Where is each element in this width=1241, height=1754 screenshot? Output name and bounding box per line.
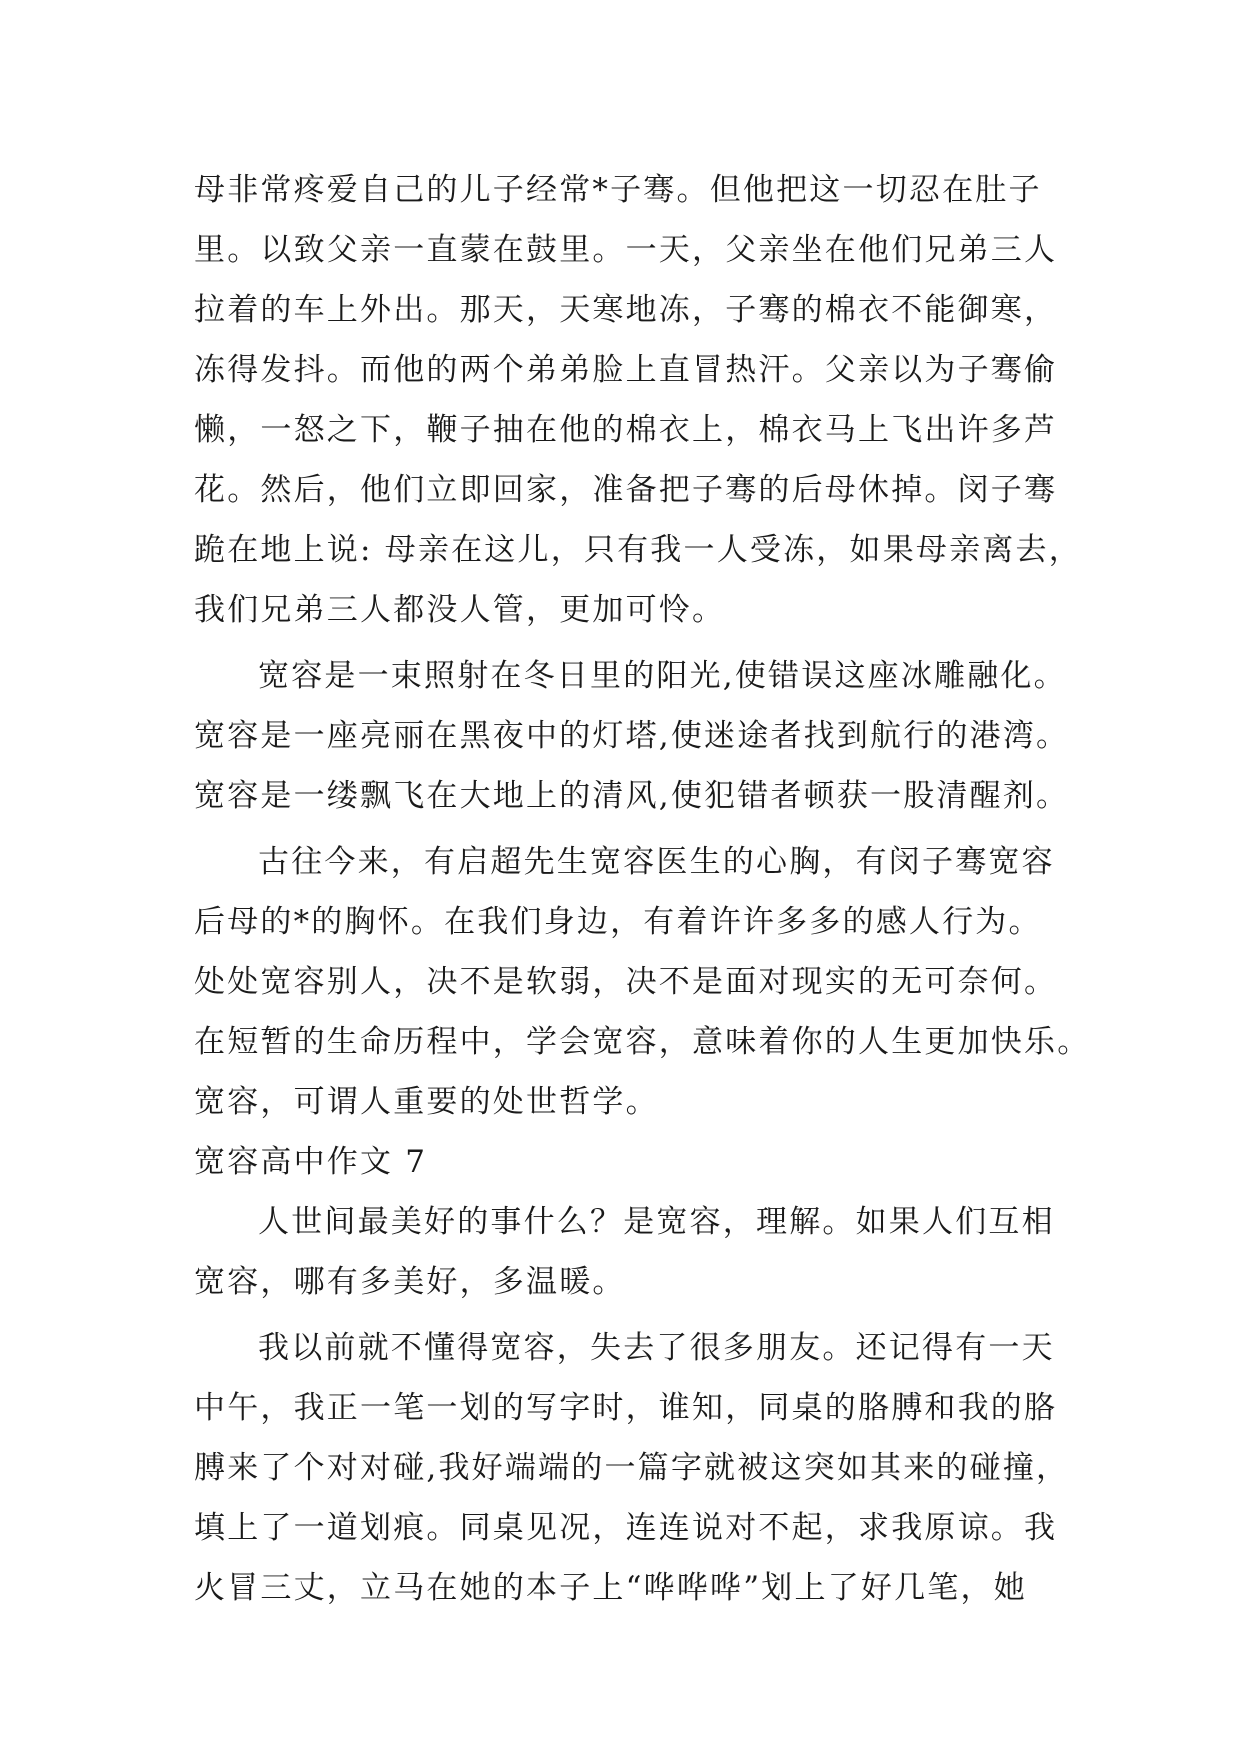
paragraph — [194, 160, 1082, 640]
text-line: 膊来了个对对碰,我好端端的一篇字就被这突如其来的碰撞， — [194, 1450, 1070, 1486]
text-line: 我们兄弟三人都没人管，更加可怜。 — [194, 592, 726, 628]
text-line: 后母的*的胸怀。在我们身边，有着许许多多的感人行为。 — [194, 904, 1042, 940]
text-line: 宽容是一座亮丽在黑夜中的灯塔,使迷途者找到航行的港湾。 — [194, 718, 1070, 754]
essay-body — [194, 160, 1091, 1618]
text-line: 中午，我正一笔一划的写字时，谁知，同桌的胳膊和我的胳 — [194, 1390, 1058, 1426]
text-line: 处处宽容别人，决不是软弱，决不是面对现实的无可奈何。 — [194, 964, 1058, 1000]
text-line: 宽容是一束照射在冬日里的阳光,使错误这座冰雕融化。 — [258, 658, 1067, 694]
text-line: 宽容，哪有多美好，多温暖。 — [194, 1264, 626, 1300]
text-line: 母非常疼爱自己的儿子经常*子骞。但他把这一切忍在肚子 — [194, 172, 1042, 208]
paragraph — [194, 646, 1074, 826]
text-line: 跪在地上说: 母亲在这儿，只有我一人受冻，如果母亲离去， — [194, 532, 1082, 568]
text-line: 花。然后，他们立即回家，准备把子骞的后母休掉。闵子骞 — [194, 472, 1058, 508]
text-line: 人世间最美好的事什么？是宽容，理解。如果人们互相 — [258, 1204, 1055, 1240]
paragraph — [194, 1318, 1074, 1618]
text-line: 填上了一道划痕。同桌见况，连连说对不起，求我原谅。我 — [194, 1510, 1058, 1546]
text-line: 宽容，可谓人重要的处世哲学。 — [194, 1084, 659, 1120]
paragraph — [194, 832, 1091, 1132]
text-line: 我以前就不懂得宽容，失去了很多朋友。还记得有一天 — [258, 1330, 1055, 1366]
section-heading: 宽容高中作文 7 — [194, 1144, 428, 1180]
text-line: 懒，一怒之下，鞭子抽在他的棉衣上，棉衣马上飞出许多芦 — [194, 412, 1058, 448]
text-line: 宽容是一缕飘飞在大地上的清风,使犯错者顿获一股清醒剂。 — [194, 778, 1070, 814]
text-line: 古往今来，有启超先生宽容医生的心胸，有闵子骞宽容 — [258, 844, 1055, 880]
paragraph — [194, 1192, 1074, 1312]
text-line: 在短暂的生命历程中，学会宽容，意味着你的人生更加快乐。 — [194, 1024, 1091, 1060]
text-line: 火冒三丈，立马在她的本子上“哗哗哗”划上了好几笔，她 — [194, 1570, 1027, 1606]
text-line: 冻得发抖。而他的两个弟弟脸上直冒热汗。父亲以为子骞偷 — [194, 352, 1058, 388]
text-line: 拉着的车上外出。那天，天寒地冻，子骞的棉衣不能御寒， — [194, 292, 1058, 328]
text-line: 里。以致父亲一直蒙在鼓里。一天，父亲坐在他们兄弟三人 — [194, 232, 1058, 268]
